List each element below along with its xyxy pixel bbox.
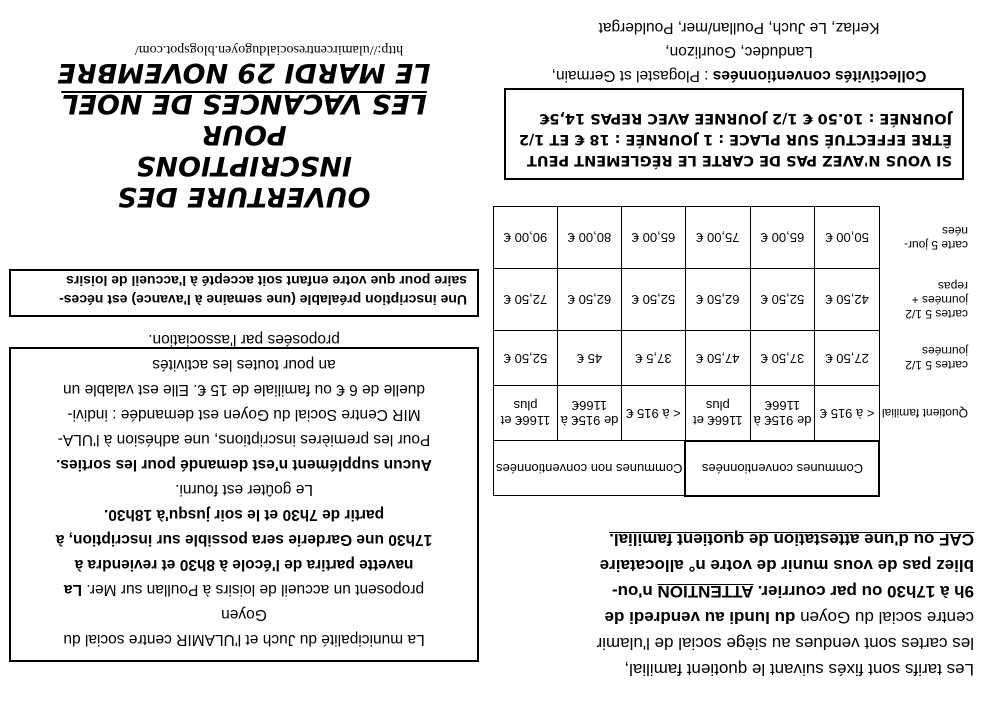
qf-label: Quotient familial bbox=[881, 406, 968, 421]
qf-col: de 915€ à 1166€ bbox=[750, 386, 815, 441]
table-corner bbox=[880, 441, 975, 496]
intro-line: navette partira de l'école à 8h30 et reviendra à bbox=[74, 556, 414, 573]
intro-line: duelle de 6 € ou familiale de 15 €. Elle est valable un bbox=[63, 381, 425, 398]
price-cell: 52,50 € bbox=[494, 331, 558, 386]
intro-line: MIR Centre Social du Goyen est demandée : indivi- bbox=[67, 406, 421, 423]
qf-col: de 915€ à 1166€ bbox=[558, 386, 622, 441]
title-line-4: LE MARDI 29 NOVEMBRE bbox=[57, 57, 431, 88]
intro-line: Goyen bbox=[221, 606, 267, 623]
blog-url: http://ulamircentresocialdugoyen.blogspot.com/ bbox=[134, 42, 404, 57]
price-cell: 62,50 € bbox=[558, 269, 622, 331]
coll-line-1: : Plogastel st Germain, bbox=[551, 67, 713, 84]
price-cell: 42,50 € bbox=[815, 269, 880, 331]
coll-line: Landudec, Gourlizon, bbox=[665, 43, 813, 60]
tarif-line bbox=[519, 578, 974, 604]
price-cell: 37,50 € bbox=[750, 331, 815, 386]
intro-line: Le goûter est fourni. bbox=[175, 481, 313, 498]
price-cell: 62,50 € bbox=[686, 269, 751, 331]
price-cell: 50,00 € bbox=[815, 207, 880, 269]
intro-line: partir de 7h30 et le soir jusqu'à 18h30. bbox=[103, 506, 385, 523]
price-cell: 80,00 € bbox=[558, 207, 622, 269]
price-cell: 90,00 € bbox=[494, 207, 558, 269]
price-cell: 47,50 € bbox=[686, 331, 751, 386]
price-cell: 45 € bbox=[558, 331, 622, 386]
price-cell: 52,50 € bbox=[750, 269, 815, 331]
tarif-line: CAF ou d'une attestation de quotient familial. bbox=[609, 530, 974, 549]
table-row bbox=[494, 207, 975, 269]
intro-line: La municipalité du Juch et l'ULAMIR centre social du bbox=[63, 631, 425, 648]
tarif-line-a: centre social du Goyen bbox=[795, 608, 974, 627]
coll-line bbox=[514, 63, 964, 87]
payment-box bbox=[504, 88, 964, 180]
price-cell: 52,50 € bbox=[622, 269, 686, 331]
tarif-line: les cartes sont vendues au siège social de l'ulamir bbox=[596, 634, 974, 653]
tarif-info bbox=[519, 526, 974, 682]
collectivities bbox=[514, 15, 964, 87]
price-cell: 65,00 € bbox=[750, 207, 815, 269]
row-label: cartes 5 1/2 journées bbox=[905, 344, 968, 373]
tarif-line-a: 9h à 17h30 ou par courrier. bbox=[753, 582, 974, 601]
tarif-line-b: du lundi au vendredi de bbox=[604, 608, 796, 627]
payment-line: ÊTRE EFFECTUÉ SUR PLACE : 1 JOURNÉE : 18 € ET 1/2 bbox=[518, 131, 952, 147]
payment-line: JOURNÉE : 10.50 € 1/2 JOURNEE AVEC REPAS 14,5€ bbox=[539, 110, 952, 126]
intro-line: Aucun supplément n'est demandé pour les sorties. bbox=[56, 456, 432, 473]
title-line-3: LES VACANCES DE NOEL bbox=[61, 88, 427, 119]
intro-line: 17h30 une Garderie sera possible sur inscription, à bbox=[55, 531, 433, 548]
attention-word: ATTENTION bbox=[657, 582, 754, 601]
tarif-line-c: n'ou- bbox=[611, 582, 658, 601]
price-cell: 75,00 € bbox=[686, 207, 751, 269]
price-cell: 72,50 € bbox=[494, 269, 558, 331]
tarif-table bbox=[493, 207, 974, 498]
qf-col: < à 915 € bbox=[622, 386, 686, 441]
table-row bbox=[494, 331, 975, 386]
notice-line: Une inscription préalable (une semaine à l'avance) est néces- bbox=[59, 292, 467, 308]
table-row bbox=[494, 269, 975, 331]
title-line-2: POUR bbox=[201, 119, 287, 150]
price-cell: 65,00 € bbox=[622, 207, 686, 269]
intro-line-b: La bbox=[63, 581, 87, 598]
coll-line: Kerlaz, Le Juch, Poullan/mer, Pouldergat bbox=[598, 19, 880, 36]
qf-col: 1166€ et plus bbox=[494, 386, 558, 441]
price-cell: 27,50 € bbox=[815, 331, 880, 386]
group-header-conventionnees: Communes conventionnées bbox=[686, 441, 880, 496]
tarif-line: Les tarifs sont fixés suivant le quotient familial, bbox=[624, 660, 974, 679]
coll-label: Collectivités conventionnées bbox=[712, 67, 927, 84]
qf-col: 1166€ et plus bbox=[686, 386, 751, 441]
notice-line: saire pour que votre enfant soit accepté à l'accueil de loisirs bbox=[66, 273, 467, 289]
intro-line: Pour les premières inscriptions, une adhésion à l'ULA- bbox=[57, 431, 431, 448]
registration-notice-box bbox=[9, 269, 479, 317]
tarif-line: bliez pas de vous munir de votre n° allocataire bbox=[599, 556, 974, 575]
intro-line bbox=[23, 577, 465, 602]
title-line-1: OUVERTURE DES INSCRIPTIONS bbox=[117, 150, 371, 212]
price-cell: 37,5 € bbox=[622, 331, 686, 386]
row-label: carte 5 jour-nées bbox=[903, 224, 968, 252]
intro-line: an pour toutes les activités bbox=[152, 356, 336, 373]
payment-line: SI VOUS N'AVEZ PAS DE CARTE LE RÉGLEMENT PEUT bbox=[526, 152, 952, 168]
intro-box bbox=[9, 331, 479, 662]
opening-title bbox=[24, 57, 464, 212]
intro-line-a: proposent un accueil de loisirs à Poullan sur Mer. bbox=[86, 581, 425, 598]
intro-line: proposées par l'association. bbox=[148, 331, 340, 348]
group-header-non-conventionnees: Communes non conventionnées bbox=[494, 441, 686, 496]
tarif-line bbox=[519, 604, 974, 630]
row-label: cartes 5 1/2 journées + repas bbox=[905, 279, 968, 321]
qf-col: < à 915 € bbox=[815, 386, 880, 441]
